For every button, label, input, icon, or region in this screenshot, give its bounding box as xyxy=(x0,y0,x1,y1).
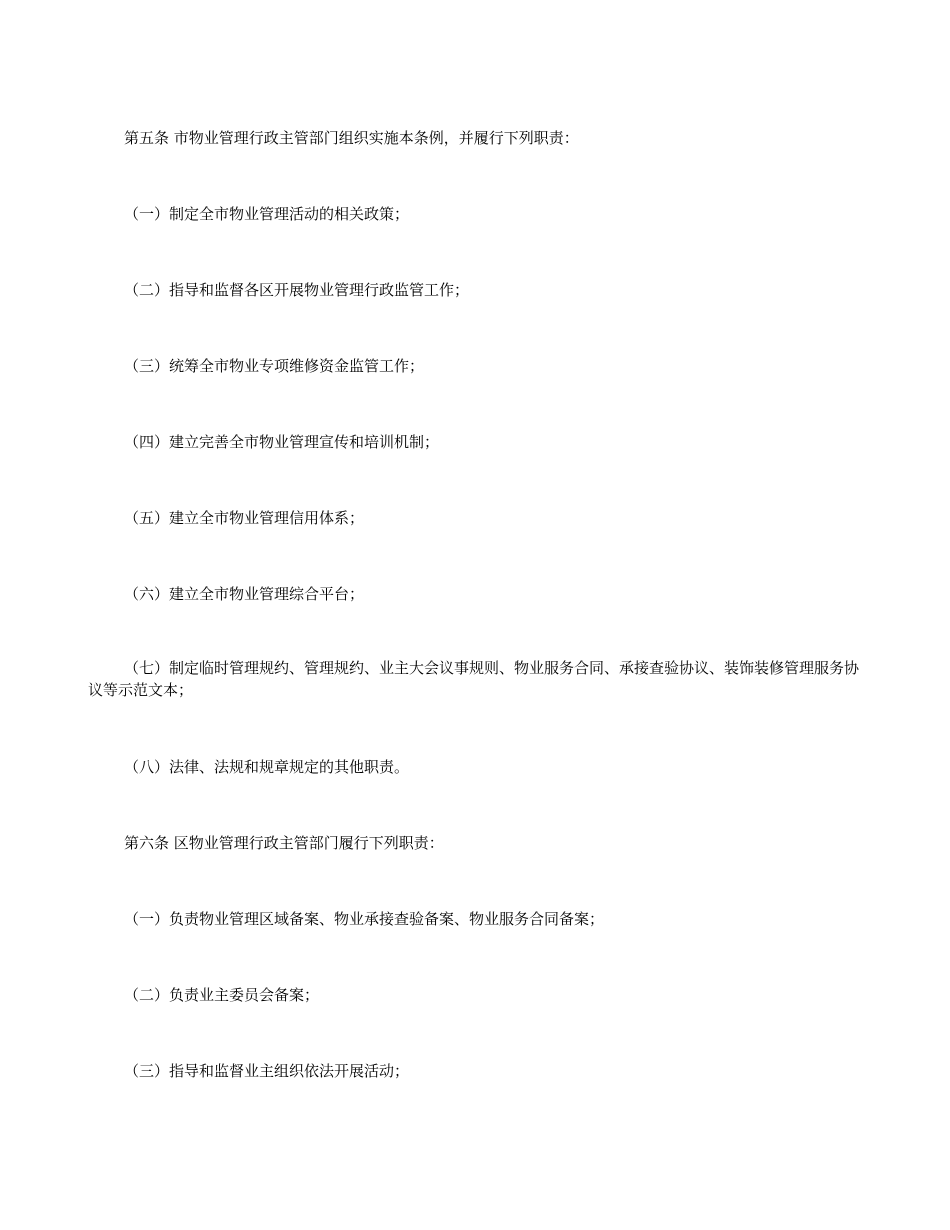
article-5-item-8: （八）法律、法规和规章规定的其他职责。 xyxy=(124,758,410,776)
article-5-item-1: （一）制定全市物业管理活动的相关政策； xyxy=(124,205,410,223)
article-5-item-6: （六）建立全市物业管理综合平台； xyxy=(124,585,365,603)
article-5-item-5: （五）建立全市物业管理信用体系； xyxy=(124,509,365,527)
article-6-item-2: （二）负责业主委员会备案； xyxy=(124,986,320,1004)
article-6-heading: 第六条 区物业管理行政主管部门履行下列职责： xyxy=(124,834,444,852)
article-5-item-3: （三）统筹全市物业专项维修资金监管工作； xyxy=(124,357,425,375)
article-5-item-7: （七）制定临时管理规约、管理规约、业主大会议事规则、物业服务合同、承接查验协议、装饰装修管理服务协议等示范文本； xyxy=(88,659,860,699)
article-6-item-1: （一）负责物业管理区域备案、物业承接查验备案、物业服务合同备案； xyxy=(124,910,605,928)
article-6-item-3: （三）指导和监督业主组织依法开展活动； xyxy=(124,1062,410,1080)
article-5-item-4: （四）建立完善全市物业管理宣传和培训机制； xyxy=(124,433,440,451)
article-5-heading: 第五条 市物业管理行政主管部门组织实施本条例，并履行下列职责： xyxy=(124,129,579,147)
article-5-item-2: （二）指导和监督各区开展物业管理行政监管工作； xyxy=(124,281,470,299)
